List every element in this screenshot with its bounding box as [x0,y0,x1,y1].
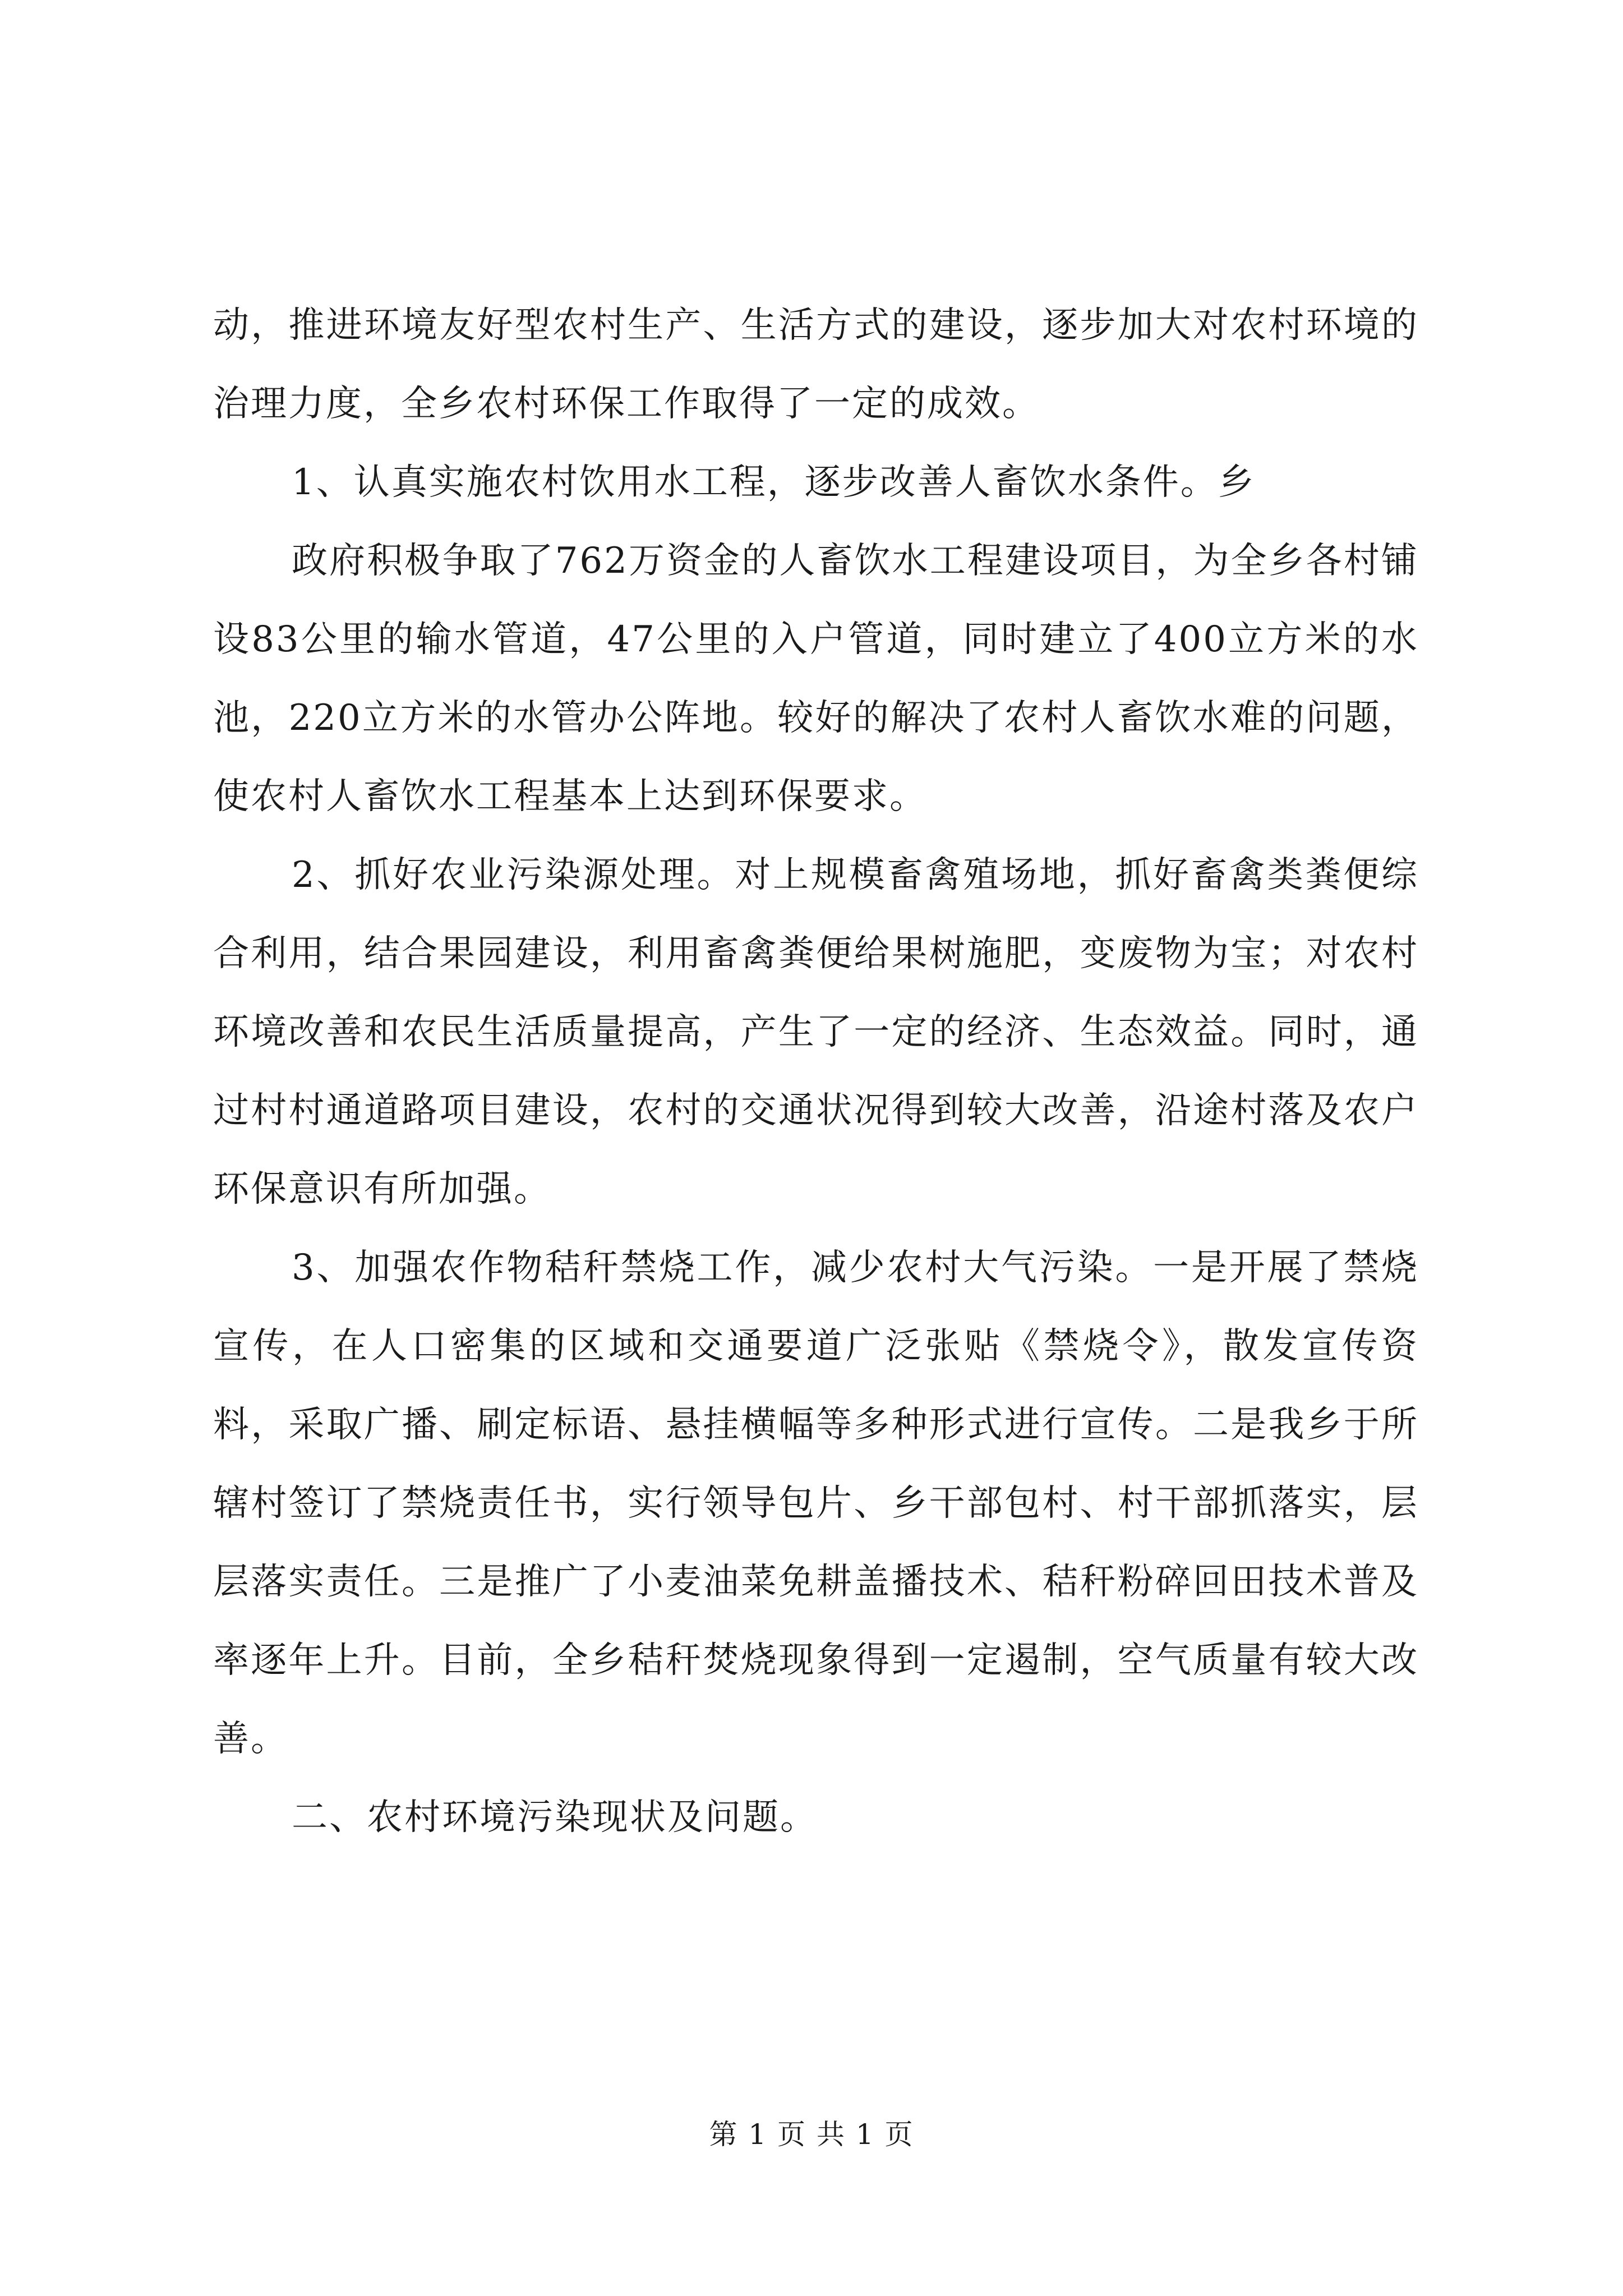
page-number-footer: 第 1 页 共 1 页 [709,2118,914,2151]
paragraph-item-1-heading: 1、认真实施农村饮用水工程，逐步改善人畜饮水条件。乡 [292,462,1256,503]
section-heading-2: 二、农村环境污染现状及问题。 [292,1797,818,1838]
document-body [213,286,1419,1857]
paragraph-item-3: 3、加强农作物秸秆禁烧工作，减少农村大气污染。一是开展了禁烧宣传，在人口密集的区域和交通要道广泛张贴《禁烧令》，散发宣传资料，采取广播、刷定标语、悬挂横幅等多种形式进行宣传。二是我乡于所辖村签订了禁烧责任书，实行领导包片、乡干部包村、村干部抓落实，层层落实责任。三是推广了小麦油菜免耕盖播技术、秸秆粉碎回田技术普及率逐年上升。目前，全乡秸秆焚烧现象得到一定遏制，空气质量有较大改善。 [213,1247,1419,1760]
paragraph-item-1-body: 政府积极争取了762万资金的人畜饮水工程建设项目，为全乡各村铺设83公里的输水管道，47公里的入户管道，同时建立了400立方米的水池，220立方米的水管办公阵地。较好的解决了农村人畜饮水难的问题，使农村人畜饮水工程基本上达到环保要求。 [213,540,1419,817]
paragraph-continuation: 动，推进环境友好型农村生产、生活方式的建设，逐步加大对农村环境的治理力度，全乡农村环保工作取得了一定的成效。 [213,305,1419,425]
paragraph-item-2: 2、抓好农业污染源处理。对上规模畜禽殖场地，抓好畜禽类粪便综合利用，结合果园建设，利用畜禽粪便给果树施肥，变废物为宝；对农村环境改善和农民生活质量提高，产生了一定的经济、生态效益。同时，通过村村通道路项目建设，农村的交通状况得到较大改善，沿途村落及农户环保意识有所加强。 [213,854,1419,1210]
